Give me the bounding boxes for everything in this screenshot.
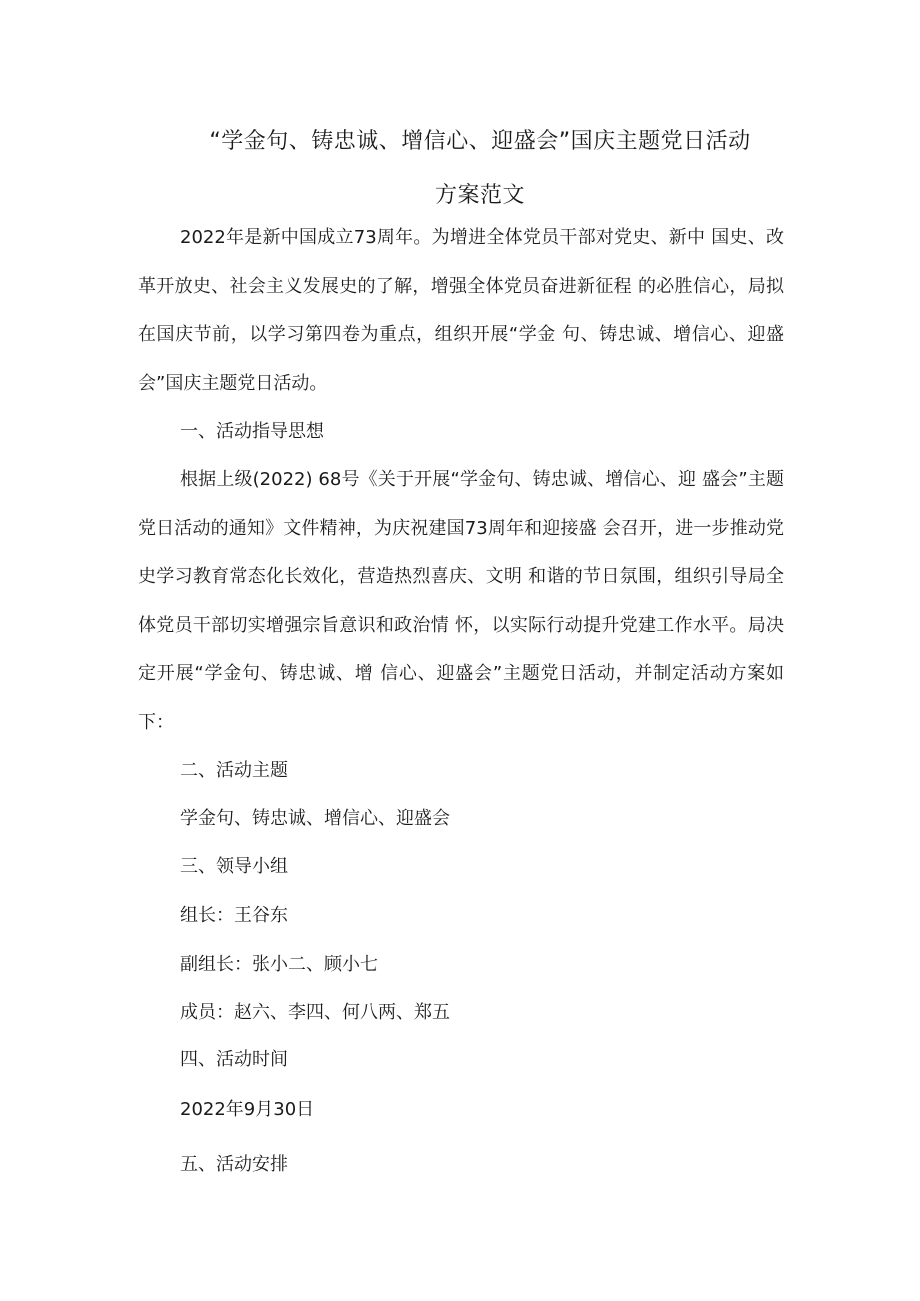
leader-text: 组长：王谷东 — [180, 905, 288, 926]
section-heading-leadership-group: 三、领导小组 — [180, 856, 288, 877]
activity-date-text: 2022年9月30日 — [180, 1099, 315, 1120]
section-heading-theme: 二、活动主题 — [180, 760, 288, 781]
document-subtitle: 方案范文 — [434, 183, 525, 208]
deputy-leader-text: 副组长：张小二、顾小七 — [180, 954, 378, 975]
guiding-ideology-paragraph: 根据上级(2022) 68号《关于开展“学金句、铸忠诚、增信心、迎 盛会”主题党日活动的通知》文件精神，为庆祝建国73周年和迎接盛 会召开，进一步推动党史学习教育常态化长效化，营造热烈喜庆、文明 和谐的节日氛围，组织引导局全体党员干部切实增强宗旨意识和政治情 怀，以实际行动提升党建工作水平。局决定开展“学金句、铸忠诚、增 信心、迎盛会”主题党日活动，并制定活动方案如下： — [138, 469, 784, 733]
section-heading-time: 四、活动时间 — [180, 1049, 288, 1070]
document-title: “学金句、铸忠诚、增信心、迎盛会”国庆主题党日活动 — [209, 129, 751, 154]
intro-paragraph: 2022年是新中国成立73周年。为增进全体党员干部对党史、新中 国史、改革开放史、社会主义发展史的了解，增强全体党员奋进新征程 的必胜信心，局拟在国庆节前，以学习第四卷为重点，组织开展“学金 句、铸忠诚、增信心、迎盛会”国庆主题党日活动。 — [138, 227, 784, 394]
members-text: 成员：赵六、李四、何八两、郑五 — [180, 1002, 450, 1023]
theme-text: 学金句、铸忠诚、增信心、迎盛会 — [180, 808, 450, 829]
section-heading-arrangement: 五、活动安排 — [180, 1154, 288, 1175]
section-heading-guiding-ideology: 一、活动指导思想 — [180, 421, 324, 442]
